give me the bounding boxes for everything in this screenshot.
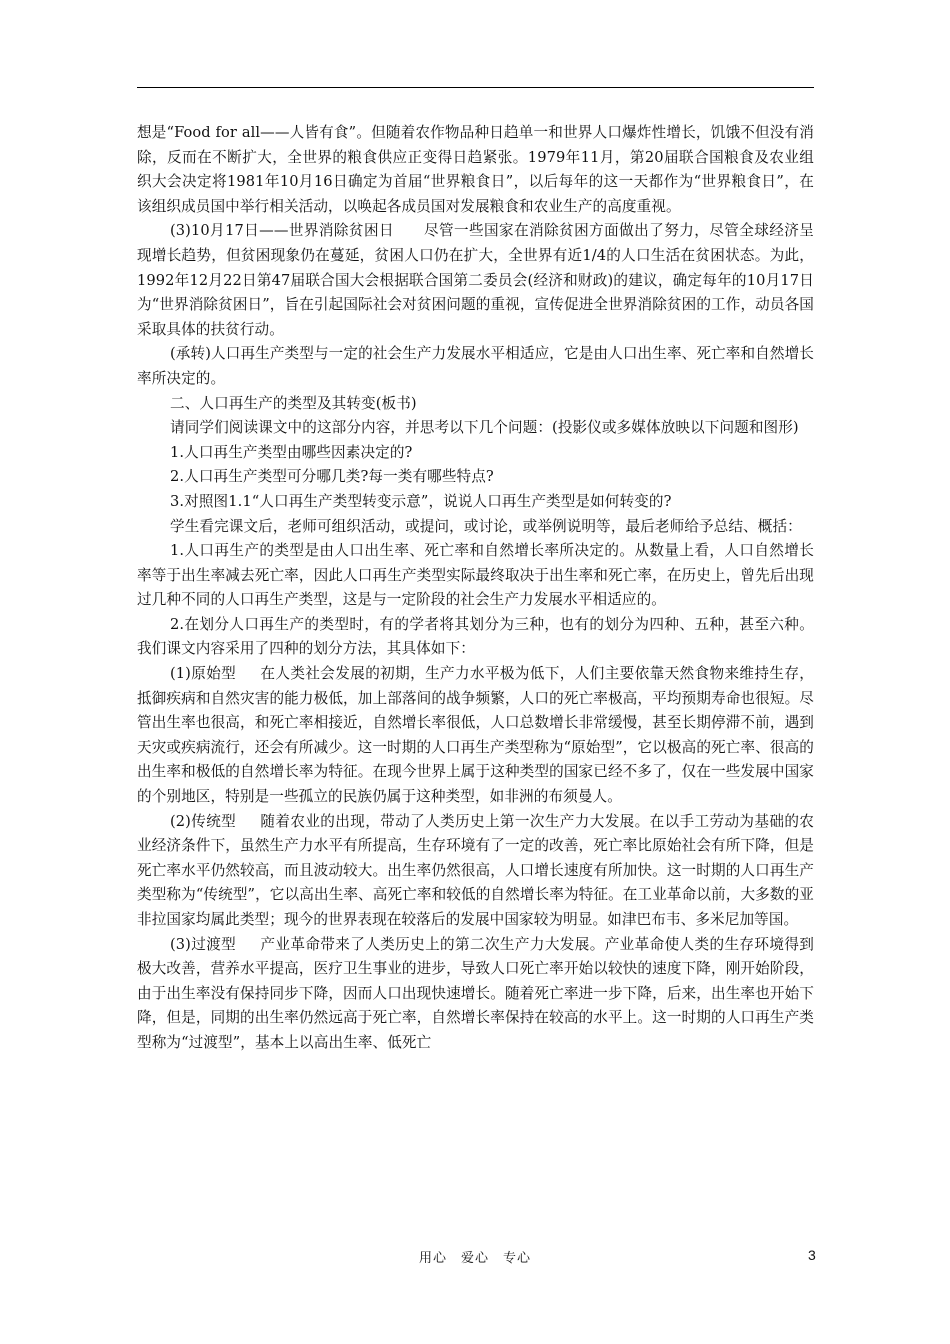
paragraph-2: (3)10月17日——世界消除贫困日 尽管一些国家在消除贫困方面做出了努力，尽管全球经济呈现增长趋势，但贫困现象仍在蔓延，贫困人口仍在扩大，全世界有近1/4的人口生活在贫困状态。为此，1992年12月22日第47届联合国大会根据联合国第二委员会(经济和财政)的建议，确定每年的10月17日为“世界消除贫困日”，旨在引起国际社会对贫困问题的重视，宣传促进全世界消除贫困的工作，动员各国采取具体的扶贫行动。 [137,222,814,338]
type-transitional-term: (3)过渡型 [170,935,237,953]
page-footer [0,1247,950,1267]
type-traditional-text: 随着农业的出现，带动了人类历史上第一次生产力大发展。在以手工劳动为基础的农业经济条件下，虽然生产力水平有所提高，生存环境有了一定的改善，死亡率比原始社会有所下降，但是死亡率水平仍然较高，而且波动较大。出生率仍然很高，人口增长速度有所加快。这一时期的人口再生产类型称为“传统型”，它以高出生率、高死亡率和较低的自然增长率为特征。在工业革命以前，大多数的亚非拉国家均属此类型；现今的世界表现在较落后的发展中国家较为明显。如津巴布韦、多米尼加等国。 [137,812,814,928]
type-primitive-text: 在人类社会发展的初期，生产力水平极为低下，人们主要依靠天然食物来维持生存，抵御疾病和自然灾害的能力极低，加上部落间的战争频繁，人口的死亡率极高，平均预期寿命也很短。尽管出生率也很高，和死亡率相接近，自然增长率很低，人口总数增长非常缓慢，甚至长期停滞不前，遇到天灾或疾病流行，还会有所减少。这一时期的人口再生产类型称为“原始型”，它以极高的死亡率、很高的出生率和极低的自然增长率为特征。在现今世界上属于这种类型的国家已经不多了，仅在一些发展中国家的个别地区，特别是一些孤立的民族仍属于这种类型，如非洲的布须曼人。 [137,665,814,806]
paragraph-9: 学生看完课文后，老师可组织活动，或提问，或讨论，或举例说明等，最后老师给予总结、概括： [170,517,802,535]
type-traditional-term: (2)传统型 [170,812,237,830]
page-number: 3 [808,1247,816,1263]
question-2: 2.人口再生产类型可分哪几类?每一类有哪些特点? [170,468,494,486]
type-transitional-text: 产业革命带来了人类历史上的第二次生产力大发展。产业革命使人类的生存环境得到极大改善，营养水平提高，医疗卫生事业的进步，导致人口死亡率开始以较快的速度下降，刚开始阶段，由于出生率没有保持同步下降，因而人口出现快速增长。随着死亡率进一步下降，后来，出生率也开始下降，但是，同期的出生率仍然远高于死亡率，自然增长率保持在较高的水平上。这一时期的人口再生产类型称为“过渡型”，基本上以高出生率、低死亡 [137,935,814,1051]
document-body [137,121,814,1056]
footer-motto: 用心 爱心 专心 [418,1251,531,1266]
question-3: 3.对照图1.1“人口再生产类型转变示意”，说说人口再生产类型是如何转变的? [170,492,672,510]
type-primitive [137,662,814,810]
summary-2: 2.在划分人口再生产的类型时，有的学者将其划分为三种，也有的划分为四种、五种，甚至六种。我们课文内容采用了四种的划分方法，其具体如下： [137,615,814,658]
type-primitive-term: (1)原始型 [170,665,237,683]
paragraph-3: (承转)人口再生产类型与一定的社会生产力发展水平相适应，它是由人口出生率、死亡率和自然增长率所决定的。 [137,345,814,387]
question-1: 1.人口再生产类型由哪些因素决定的? [170,443,413,461]
summary-1: 1.人口再生产的类型是由人口出生率、死亡率和自然增长率所决定的。从数量上看，人口自然增长率等于出生率减去死亡率，因此人口再生产类型实际最终取决于出生率和死亡率，在历史上，曾先后出现过几种不同的人口再生产类型，这是与一定阶段的社会生产力发展水平相适应的。 [137,542,814,609]
paragraph-1: 想是“Food for all——人皆有食”。但随着农作物品种日趋单一和世界人口爆炸性增长，饥饿不但没有消除，反而在不断扩大，全世界的粮食供应正变得日趋紧张。1979年11月，第20届联合国粮食及农业组织大会决定将1981年10月16日确定为首届“世界粮食日”，以后每年的这一天都作为“世界粮食日”，在该组织成员国中举行相关活动，以唤起各成员国对发展粮食和农业生产的高度重视。 [137,124,814,215]
type-traditional [137,810,814,933]
header-rule [137,87,814,88]
type-transitional [137,933,814,1056]
paragraph-5: 请同学们阅读课文中的这部分内容，并思考以下几个问题：(投影仪或多媒体放映以下问题和图形) [170,419,799,437]
section-heading: 二、人口再生产的类型及其转变(板书) [170,394,417,412]
